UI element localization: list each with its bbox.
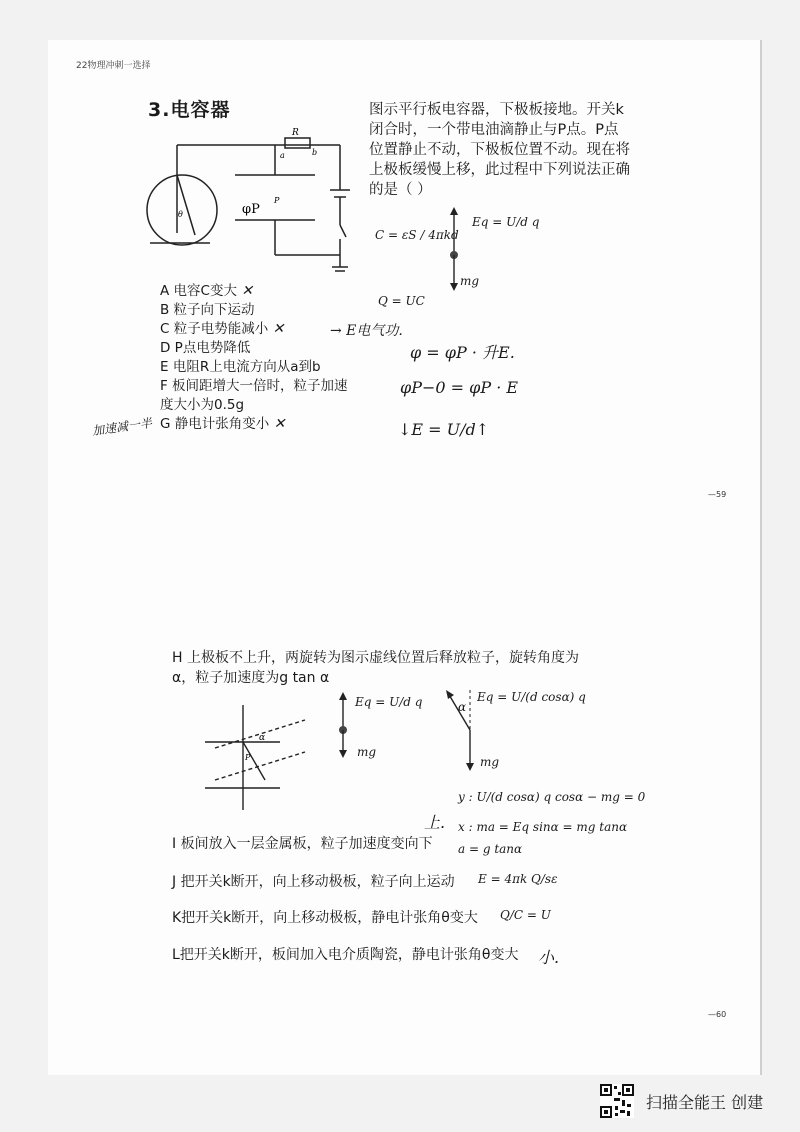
label-b: b [312,148,318,157]
fig2-mg: mg [480,755,500,769]
statement-I: I 板间放入一层金属板，粒子加速度变向下 [172,836,433,852]
fig-mg: mg [357,745,377,759]
label-P: P [274,196,280,205]
statement-K: K把开关k断开，向上移动极板，静电计张角θ变大 [172,910,478,926]
label-a: a [280,151,285,160]
formula-K: Q/C = U [500,908,551,922]
option-F-cont: 度大小为0.5g [160,397,245,413]
option-D: D P点电势降低 [160,340,251,356]
option-A: A 电容C变大 ✕ [160,283,253,299]
question-text: 图示平行板电容器，下极板接地。开关k闭合时，一个带电油滴静止与P点。P点位置静止不动，下极板位置不动。现在将上极板缓慢上移，此过程中下列说法正确的是（ ） [369,102,630,198]
fig2-Eq: Eq = U/(d cosα) q [477,690,586,704]
formula-Q: Q = UC [378,294,425,308]
option-E: E 电阻R上电流方向从a到b [160,359,321,375]
statement-J: J 把开关k断开，向上移动极板，粒子向上运动 [172,874,455,890]
note-c: → E电气功. [330,323,403,339]
fig-label-P: P [245,753,251,762]
formula-J: E = 4πk Q/sε [478,872,558,886]
force-diagram-2 [333,690,353,760]
force-diagram-3 [440,685,480,775]
circuit-diagram [140,125,370,275]
page-number-59: —59 [708,490,727,499]
eq-x: x : ma = Eq sinα = mg tanα [458,820,628,834]
statement-H: H 上极板不上升，两旋转为图示虚线位置后释放粒子，旋转角度为α，粒子加速度为g tan α [172,650,579,686]
formula-C: C = εS / 4πkd [375,228,459,242]
label-R: R [292,128,299,138]
formula-Eq: Eq = U/d q [472,215,540,229]
note-I: 上. [424,813,446,832]
option-G: G 静电计张角变小 ✕ [160,416,286,432]
course-header: 22物理冲刺一选择 [76,61,151,71]
qr-code-icon [600,1084,634,1118]
label-theta: θ [178,210,183,219]
formula-mg: mg [460,274,480,288]
note-phi1: φ = φP · 升E. [410,343,515,362]
resistor-R [285,138,310,148]
option-F: F 板间距增大一倍时，粒子加速 [160,378,348,394]
note-phi2: φP−0 = φP · E [400,378,519,397]
fig-alpha: α [458,700,467,714]
label-phiP: φP [242,202,260,217]
statement-L: L把开关k断开，板间加入电介质陶瓷，静电计张角θ变大 [172,947,519,963]
note-left: 加速减一半 [91,415,153,439]
footer-brand: 扫描全能王 创建 [646,1093,764,1112]
eq-y: y : U/(d cosα) q cosα − mg = 0 [458,790,646,804]
option-C: C 粒子电势能减小 ✕ [160,321,285,337]
page-number-60: —60 [708,1010,727,1019]
note-E: ↓E = U/d↑ [398,420,490,439]
note-L: 小. [538,948,560,967]
option-B: B 粒子向下运动 [160,302,255,318]
section-title: 3.电容器 [148,99,231,121]
tilted-plates-diagram [195,700,310,815]
fig-Eq: Eq = U/d q [355,695,423,709]
fig-label-alpha: α [259,733,266,743]
eq-a: a = g tanα [458,842,523,856]
